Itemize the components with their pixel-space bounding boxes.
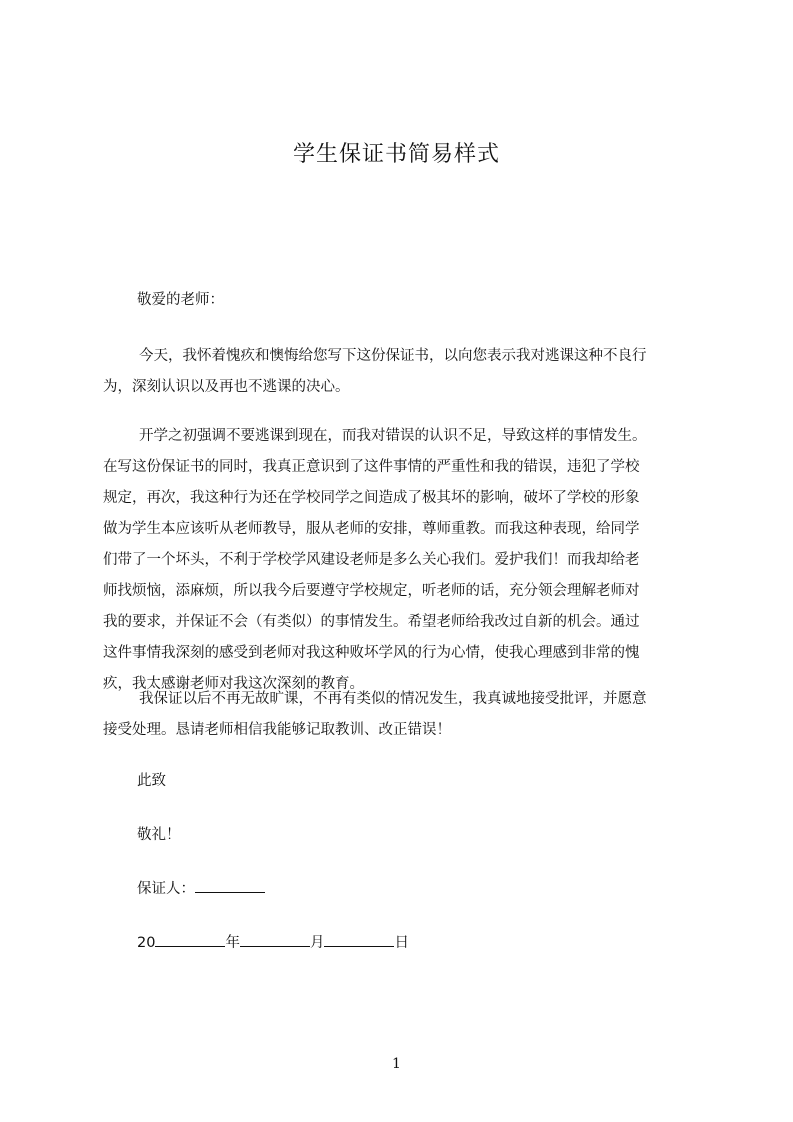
guarantor-label: 保证人： (137, 881, 195, 897)
paragraph-line: 师找烦恼，添麻烦，所以我今后要遵守学校规定，听老师的话，充分领会理解老师对 (103, 583, 640, 599)
date-line (137, 928, 409, 958)
document-title: 学生保证书简易样式 (292, 142, 500, 167)
date-day-blank[interactable] (324, 930, 394, 947)
paragraph-line: 为，深刻认识以及再也不逃课的决心。 (103, 379, 350, 395)
paragraph-line: 们带了一个坏头，不利于学校学风建设老师是多么关心我们。爱护我们！而我却给老 (103, 552, 640, 568)
paragraph-line: 疚，我太感谢老师对我这次深刻的教育。 (103, 676, 364, 692)
paragraph-line: 在写这份保证书的同时，我真正意识到了这件事情的严重性和我的错误，违犯了学校 (103, 459, 640, 475)
paragraph-3 (103, 684, 703, 746)
paragraph-1 (103, 341, 703, 403)
date-month-blank[interactable] (240, 930, 310, 947)
paragraph-line: 做为学生本应该听从老师教导，服从老师的安排，尊师重教。而我这种表现，给同学 (103, 521, 640, 537)
paragraph-2 (103, 421, 703, 700)
paragraph-line: 我的要求，并保证不会（有类似）的事情发生。希望老师给我改过自新的机会。通过 (103, 614, 640, 630)
paragraph-line: 这件事情我深刻的感受到老师对我这种败坏学风的行为心情，使我心理感到非常的愧 (103, 645, 640, 661)
closing-regards: 此致 (137, 773, 166, 789)
paragraph-line: 开学之初强调不要逃课到现在，而我对错误的认识不足，导致这样的事情发生。 (139, 428, 647, 444)
date-year-blank[interactable] (155, 930, 225, 947)
date-day-label: 日 (394, 935, 409, 951)
date-prefix: 20 (137, 935, 156, 951)
paragraph-line: 接受处理。恳请老师相信我能够记取教训、改正错误！ (103, 722, 451, 738)
guarantor-signature-blank[interactable] (195, 876, 265, 893)
date-year-label: 年 (225, 935, 240, 951)
paragraph-line: 今天，我怀着愧疚和懊悔给您写下这份保证书，以向您表示我对逃课这种不良行 (139, 348, 647, 364)
guarantor-line (137, 874, 265, 904)
date-month-label: 月 (309, 935, 325, 951)
paragraph-line: 我保证以后不再无故旷课，不再有类似的情况发生，我真诚地接受批评，并愿意 (139, 691, 647, 707)
closing-salute: 敬礼！ (137, 827, 181, 843)
paragraph-line: 规定，再次，我这种行为还在学校同学之间造成了极其坏的影响，破坏了学校的形象 (103, 490, 640, 506)
salutation: 敬爱的老师： (137, 292, 224, 308)
page-number: 1 (392, 1056, 401, 1072)
